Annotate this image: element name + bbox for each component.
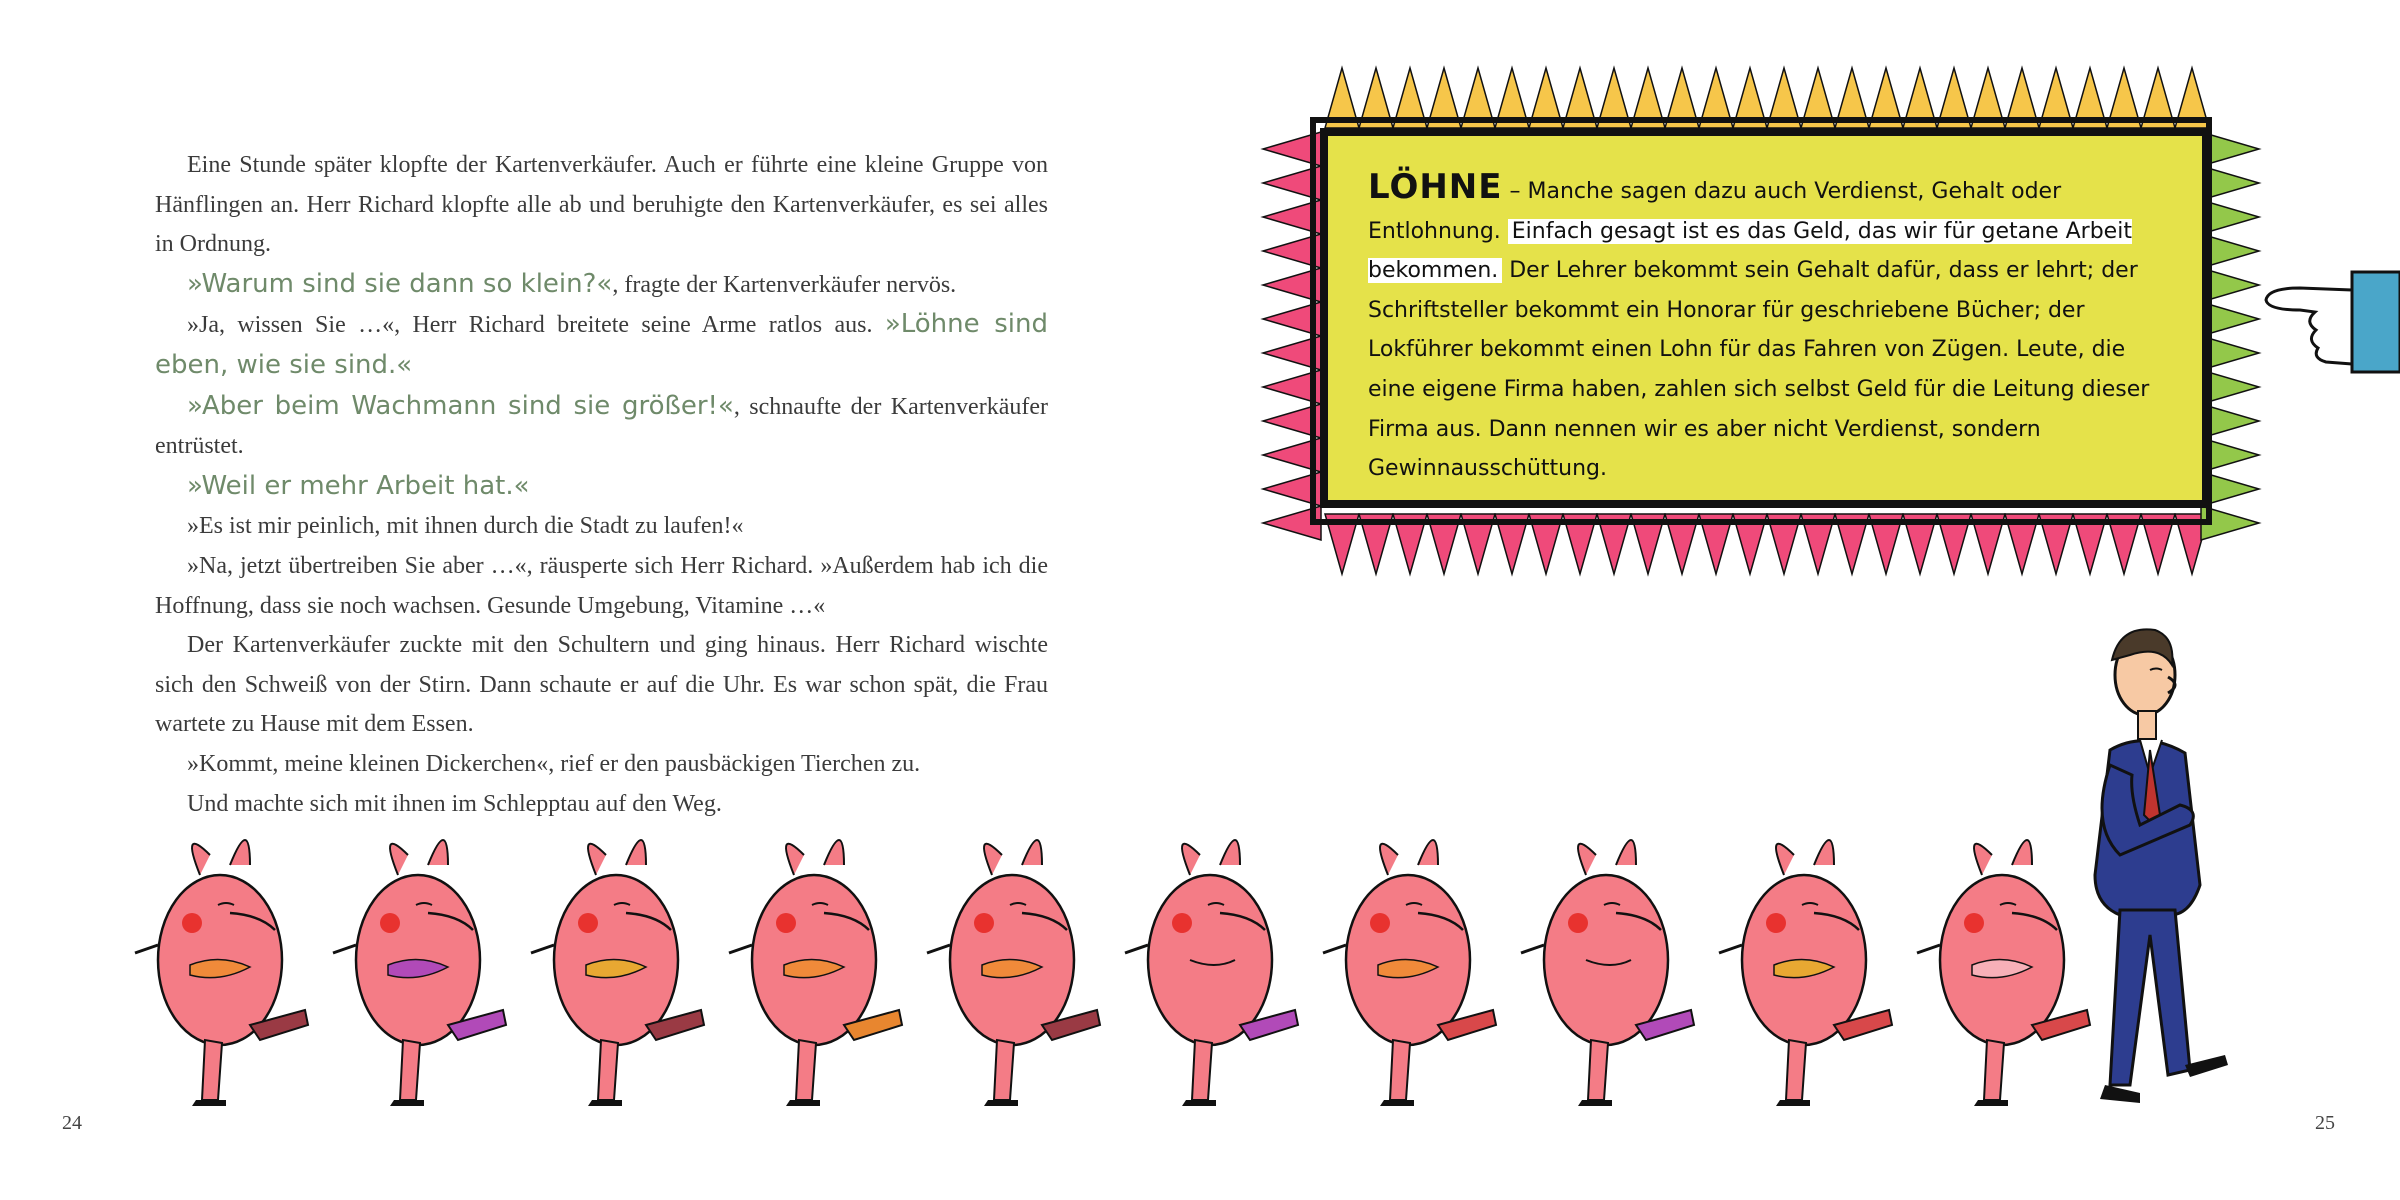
pink-creature (1719, 840, 1892, 1106)
spoken-line: »Löhne sind eben, wie sie sind.« (155, 309, 1049, 380)
narration: , schnaufte der Kartenverkäufer entrüstet. (155, 393, 1048, 460)
story-paragraph (155, 467, 1048, 508)
glossary-intro: – Manche sagen dazu auch Verdienst, Gehalt oder Entlohnung. (1368, 179, 2062, 244)
story-paragraph (155, 745, 1048, 785)
spoken-line: »Weil er mehr Arbeit hat.« (187, 470, 530, 501)
story-paragraph (155, 626, 1048, 745)
narration: Der Kartenverkäufer zuckte mit den Schultern und ging hinaus. Herr Richard wischte sich den Schweiß von der Stirn. Dann schaute er auf die Uhr. Es war schon spät, die Frau wartete zu Hause mit dem Essen. (155, 632, 1048, 738)
story-paragraph (155, 547, 1048, 626)
pink-creature (333, 840, 506, 1106)
pink-creature (1323, 840, 1496, 1106)
pink-creature (1521, 840, 1694, 1106)
glossary-term: LÖHNE (1368, 167, 1503, 207)
narration: »Na, jetzt übertreiben Sie aber …«, räusperte sich Herr Richard. »Außerdem hab ich die Hoffnung, dass sie noch wachsen. Gesunde Umgebung, Vitamine …« (155, 552, 1048, 619)
narration: Und machte sich mit ihnen im Schlepptau auf den Weg. (187, 790, 722, 817)
pink-creature (729, 840, 902, 1106)
herr-richard-illustration (2050, 615, 2310, 1115)
story-text (155, 146, 1048, 824)
pointing-hand-icon (2260, 260, 2400, 390)
spoken-line: »Aber beim Wachmann sind sie größer!« (187, 390, 734, 421)
spoken-line: »Warum sind sie dann so klein?« (187, 268, 613, 299)
pink-creature (927, 840, 1100, 1106)
pink-creature (531, 840, 704, 1106)
page-number-right: 25 (2315, 1112, 2335, 1134)
glossary-highlight: Einfach gesagt ist es das Geld, das wir für getane Arbeit bekommen. (1368, 218, 2132, 284)
pink-creature (1125, 840, 1298, 1106)
creature-parade-illustration (120, 835, 2300, 1135)
narration: »Kommt, meine kleinen Dickerchen«, rief er den pausbäckigen Tierchen zu. (187, 750, 921, 777)
glossary-info-box (1320, 128, 2210, 508)
pink-creature (135, 840, 308, 1106)
story-paragraph (155, 387, 1048, 467)
narration: , fragte der Kartenverkäufer nervös. (612, 271, 957, 298)
narration: Eine Stunde später klopfte der Kartenverkäufer. Auch er führte eine kleine Gruppe von Hänflingen an. Herr Richard klopfte alle ab und beruhigte den Kartenverkäufer, es sei alles in Ordnung. (155, 152, 1048, 258)
story-paragraph (155, 146, 1048, 265)
story-paragraph (155, 507, 1048, 547)
story-paragraph (155, 305, 1048, 386)
narration: »Es ist mir peinlich, mit ihnen durch die Stadt zu laufen!« (187, 513, 744, 540)
story-paragraph (155, 265, 1048, 306)
narration: »Ja, wissen Sie …«, Herr Richard breitete seine Arme ratlos aus. (187, 312, 885, 339)
page-number-left: 24 (62, 1112, 82, 1134)
glossary-body: Der Lehrer bekommt sein Gehalt dafür, dass er lehrt; der Schriftsteller bekommt ein Honorar für geschriebene Bücher; der Lokführer bekommt einen Lohn für das Fahren von Zügen. Leute, die eine eigene Firma haben, zahlen sich selbst Geld für die Leitung dieser Firma aus. Dann nennen wir es aber nicht Verdienst, sondern Gewinnausschüttung. (1368, 258, 2150, 482)
story-paragraph (155, 785, 1048, 825)
